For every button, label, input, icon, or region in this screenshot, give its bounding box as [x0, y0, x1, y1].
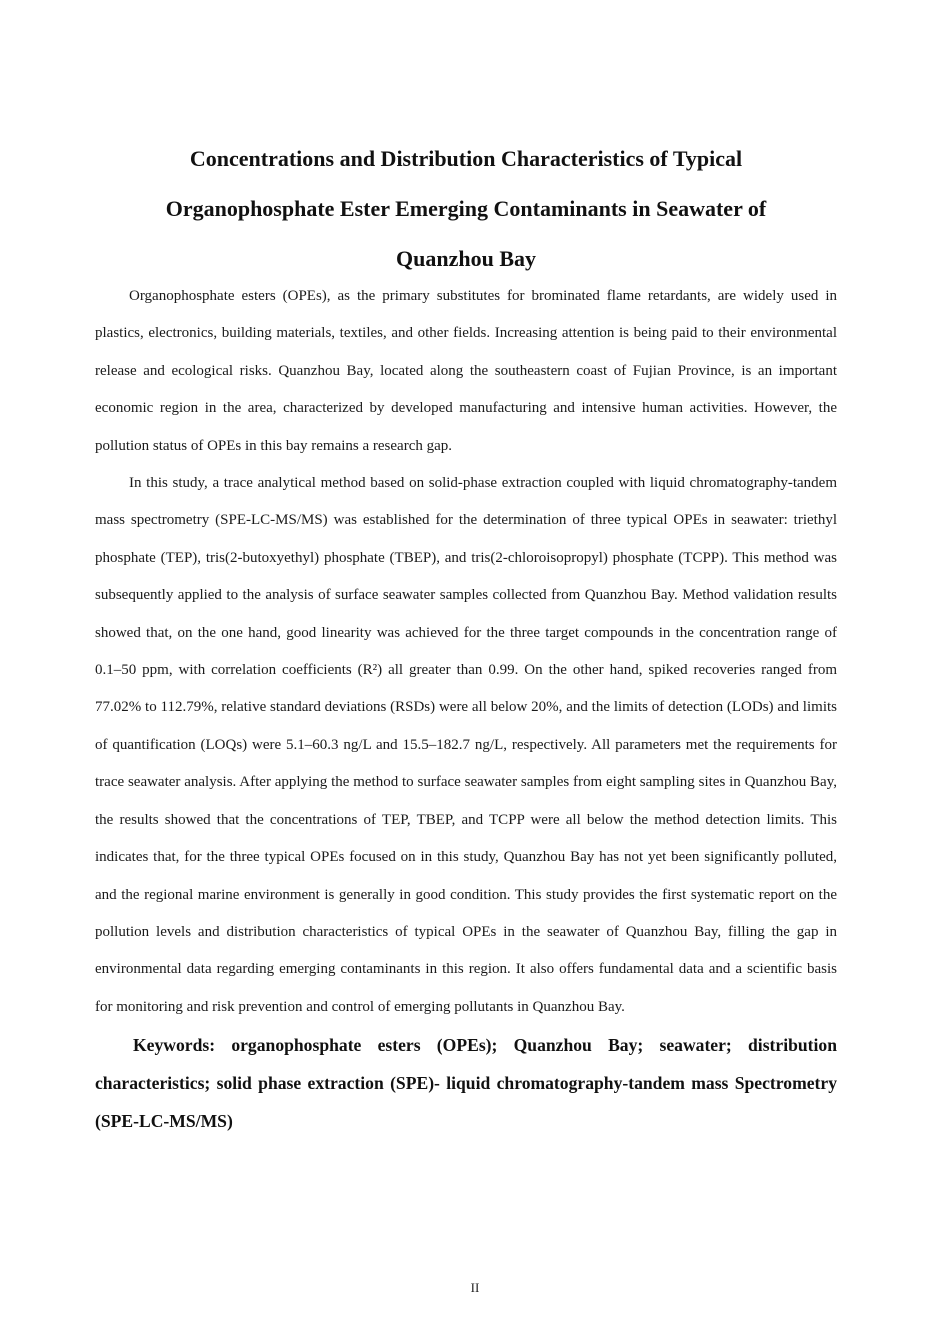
keywords-paragraph	[95, 1026, 837, 1140]
keywords-text: organophosphate esters (OPEs); Quanzhou Bay; seawater; distribution characteristics; solid phase extraction (SPE)- liquid chromatography-tandem mass Spectrometry (SPE-LC-MS/MS)	[95, 1035, 837, 1132]
document-title	[95, 134, 837, 284]
title-line-1: Concentrations and Distribution Characteristics of Typical	[189, 146, 743, 171]
title-line-3: Quanzhou Bay	[396, 246, 536, 271]
abstract-body	[95, 278, 837, 1140]
keywords-label: Keywords:	[133, 1035, 216, 1056]
title-line-2: Organophosphate Ester Emerging Contaminants in Seawater of	[165, 196, 767, 221]
page-number: II	[470, 1280, 480, 1295]
abstract-paragraph-2: In this study, a trace analytical method based on solid-phase extraction coupled with liquid chromatography-tandem mass spectrometry (SPE-LC-MS/MS) was established for the determination of three typical OPEs in seawater: triethyl phosphate (TEP), tris(2-butoxyethyl) phosphate (TBEP), and tris(2-chloroisopropyl) phosphate (TCPP). This method was subsequently applied to the analysis of surface seawater samples collected from Quanzhou Bay. Method validation results showed that, on the one hand, good linearity was achieved for the three target compounds in the concentration range of 0.1–50 ppm, with correlation coefficients (R²) all greater than 0.99. On the other hand, spiked recoveries ranged from 77.02% to 112.79%, relative standard deviations (RSDs) were all below 20%, and the limits of detection (LODs) and limits of quantification (LOQs) were 5.1–60.3 ng/L and 15.5–182.7 ng/L, respectively. All parameters met the requirements for trace seawater analysis. After applying the method to surface seawater samples from eight sampling sites in Quanzhou Bay, the results showed that the concentrations of TEP, TBEP, and TCPP were all below the method detection limits. This indicates that, for the three typical OPEs focused on in this study, Quanzhou Bay has not yet been significantly polluted, and the regional marine environment is generally in good condition. This study provides the first systematic report on the pollution levels and distribution characteristics of typical OPEs in the seawater of Quanzhou Bay, filling the gap in environmental data regarding emerging contaminants in this region. It also offers fundamental data and a scientific basis for monitoring and risk prevention and control of emerging pollutants in Quanzhou Bay.	[95, 475, 837, 1015]
abstract-paragraph-1: Organophosphate esters (OPEs), as the primary substitutes for brominated flame retardants, are widely used in plastics, electronics, building materials, textiles, and other fields. Increasing attention is being paid to their environmental release and ecological risks. Quanzhou Bay, located along the southeastern coast of Fujian Province, is an important economic region in the area, characterized by developed manufacturing and intensive human activities. However, the pollution status of OPEs in this bay remains a research gap.	[95, 288, 837, 454]
